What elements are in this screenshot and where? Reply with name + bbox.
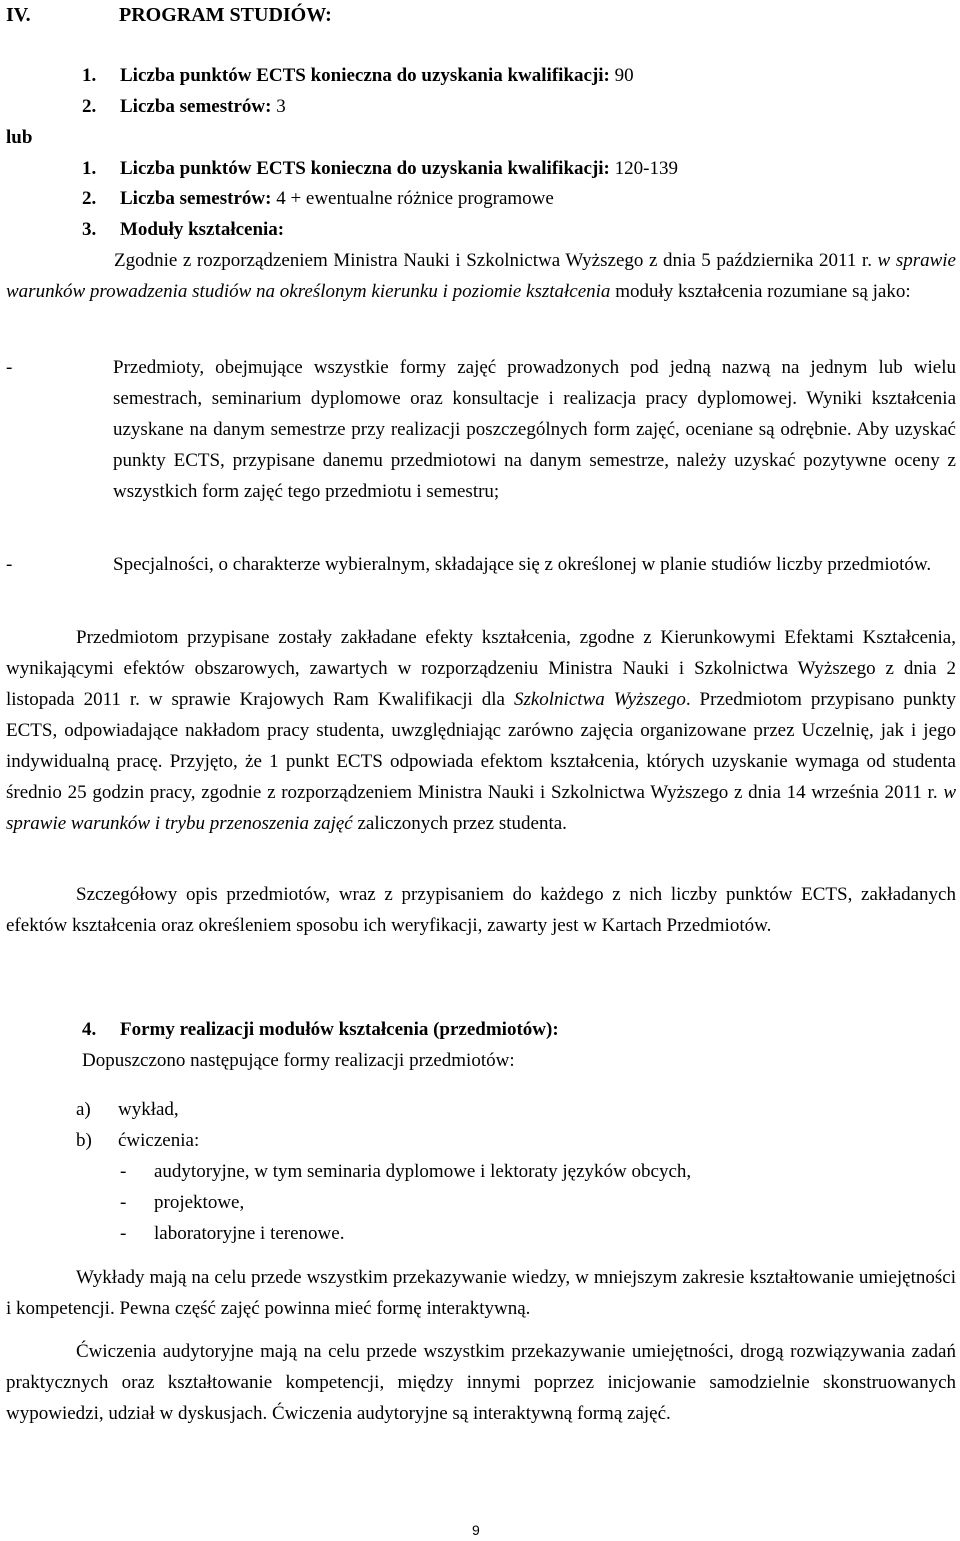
form-item-exercises: b) ćwiczenia:	[76, 1130, 200, 1151]
ects-label: Liczba punktów ECTS konieczna do uzyskania kwalifikacji:	[120, 65, 610, 86]
list-item: 1. Liczba punktów ECTS konieczna do uzyskania kwalifikacji: 120-139	[82, 158, 678, 179]
ects-label: Liczba punktów ECTS konieczna do uzyskania kwalifikacji:	[120, 158, 610, 179]
module-item-subjects: - Przedmioty, obejmujące wszystkie formy zajęć prowadzonych pod jedną nazwą na jednym lub wielu semestrach, seminarium dyplomowe oraz konsultacje i realizacja pracy dyplomowej. Wyniki kształcenia uzyskane na danym semestrze przy realizacji poszczególnych form zajęć, oceniane są odrębnie. Aby uzyskać punkty ECTS, przypisane danemu przedmiotowi na danym semestrze, należy uzyskać pozytywne oceny z wszystkich form zajęć tego przedmiotu i semestru;	[6, 357, 956, 502]
semesters-label: Liczba semestrów:	[120, 188, 272, 209]
list-item: 2. Liczba semestrów: 4 + ewentualne różnice programowe	[82, 188, 554, 209]
list-item: 1. Liczba punktów ECTS konieczna do uzyskania kwalifikacji: 90	[82, 65, 634, 86]
section-heading	[6, 0, 332, 31]
or-separator: lub	[6, 127, 33, 148]
exercise-type-item: - audytoryjne, w tym seminaria dyplomowe i lektoraty języków obcych,	[120, 1161, 692, 1182]
ects-value: 90	[614, 65, 634, 86]
exercise-type-item: - laboratoryjne i terenowe.	[120, 1223, 345, 1244]
forms-intro: Dopuszczono następujące formy realizacji przedmiotów:	[82, 1050, 515, 1071]
description-paragraph: Szczegółowy opis przedmiotów, wraz z przypisaniem do każdego z nich liczby punktów ECTS, zakładanych efektów kształcenia oraz określeniem sposobu ich weryfikacji, zawarty jest w Kartach Przedmiotów.	[6, 884, 956, 936]
modules-heading: 3. Moduły kształcenia:	[82, 219, 285, 240]
ects-paragraph: Przedmiotom przypisane zostały zakładane efekty kształcenia, zgodne z Kierunkowymi Efektami Kształcenia, wynikającymi efektów obszarowych, zawartych w rozporządzeniu Ministra Nauki i Szkolnictwa Wyższego z dnia 2 listopada 2011 r. w sprawie Krajowych Ram Kwalifikacji dla Szkolnictwa Wyższego. Przedmiotom przypisano punkty ECTS, odpowiadające nakładom pracy studenta, uwzględniając zarówno zajęcia organizowane przez Uczelnię, jak i jego indywidualną pracę. Przyjęto, że 1 punkt ECTS odpowiada efektom kształcenia, których uzyskanie wymaga od studenta średnio 25 godzin pracy, zgodnie z rozporządzeniem Ministra Nauki i Szkolnictwa Wyższego z dnia 14 września 2011 r. w sprawie warunków i trybu przenoszenia zajęć zaliczonych przez studenta.	[6, 627, 957, 834]
form-item-lecture: a) wykład,	[76, 1099, 179, 1120]
page-number: 9	[472, 1522, 480, 1538]
semesters-value: 3	[276, 96, 286, 117]
exercise-type-item: - projektowe,	[120, 1192, 245, 1213]
modules-intro: Zgodnie z rozporządzeniem Ministra Nauki i Szkolnictwa Wyższego z dnia 5 października 2011 r. w sprawie warunków prowadzenia studiów na określonym kierunku i poziomie kształcenia moduły kształcenia rozumiane są jako:	[6, 250, 956, 302]
semesters-label: Liczba semestrów:	[120, 96, 272, 117]
ects-value: 120-139	[614, 158, 678, 179]
semesters-value: 4 + ewentualne różnice programowe	[276, 188, 554, 209]
section-title: PROGRAM STUDIÓW:	[119, 4, 332, 26]
section-roman-numeral: IV.	[6, 4, 31, 26]
lectures-paragraph: Wykłady mają na celu przede wszystkim przekazywanie wiedzy, w mniejszym zakresie kształtowanie umiejętności i kompetencji. Pewna część zajęć powinna mieć formę interaktywną.	[6, 1267, 956, 1319]
list-item: 2. Liczba semestrów: 3	[82, 96, 286, 117]
module-item-specializations: - Specjalności, o charakterze wybieralnym, składające się z określonej w planie studiów liczby przedmiotów.	[6, 554, 932, 575]
exercises-paragraph: Ćwiczenia audytoryjne mają na celu przede wszystkim przekazywanie umiejętności, drogą rozwiązywania zadań praktycznych oraz kształtowanie kompetencji, między innymi poprzez inicjowanie samodzielnie skonstruowanych wypowiedzi, udział w dyskusjach. Ćwiczenia audytoryjne są interaktywną formą zajęć.	[6, 1341, 956, 1424]
forms-heading: 4. Formy realizacji modułów kształcenia (przedmiotów):	[82, 1019, 559, 1040]
